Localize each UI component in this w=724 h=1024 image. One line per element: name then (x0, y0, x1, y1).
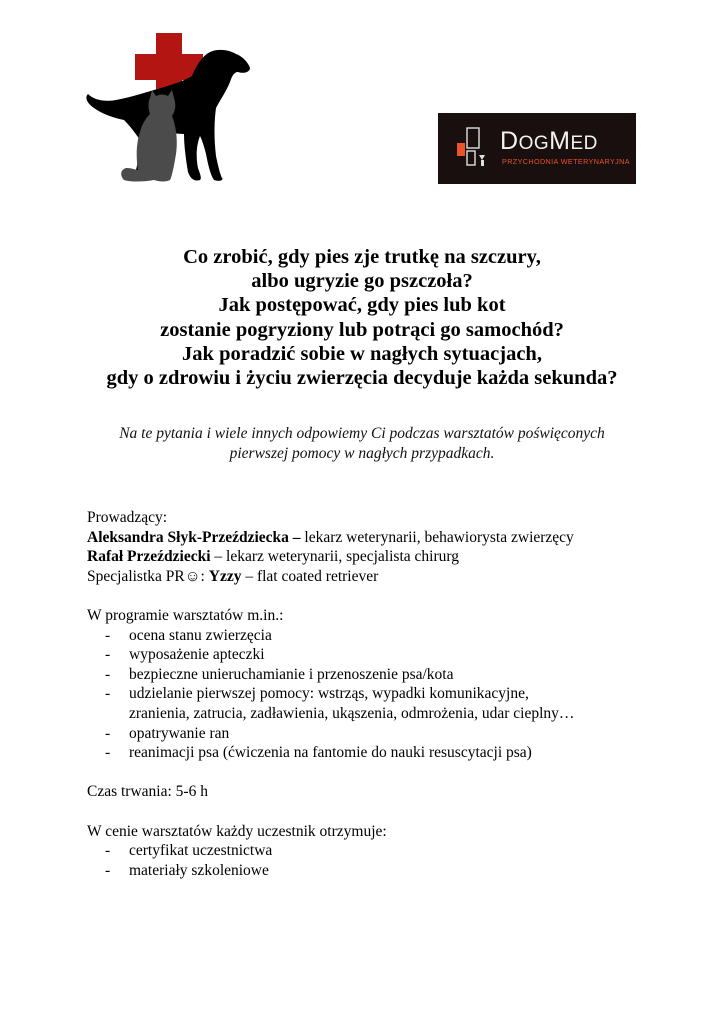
hero-illustration (84, 30, 254, 190)
price-item: - certyfikat uczestnictwa (105, 842, 273, 860)
program-item: - reanimacji psa (ćwiczenia na fantomie do nauki resuscytacji psa) (105, 744, 532, 762)
host-1-name: Aleksandra Słyk-Przeździecka – (87, 528, 301, 546)
headline-line: albo ugryzie go pszczoła? (251, 270, 473, 293)
host-2-name: Rafał Przeździecki (87, 548, 211, 566)
pr-specialist (87, 567, 687, 587)
headline-line: Jak postępować, gdy pies lub kot (218, 294, 506, 317)
headline-line: gdy o zdrowiu i życiu zwierzęcia decyduje każda sekunda? (106, 367, 618, 390)
logo-wordmark: DOGMED (500, 127, 598, 155)
pr-name: Yzzy (208, 567, 242, 585)
headline (40, 245, 684, 390)
host-2-desc: – lekarz weterynarii, specjalista chirurg (210, 548, 459, 566)
headline-line: zostanie pogryziony lub potrąci go samochód? (160, 318, 564, 341)
program-item: - udzielanie pierwszej pomocy: wstrząs, wypadki komunikacyjne, (105, 685, 529, 703)
pr-desc: – flat coated retriever (241, 567, 379, 585)
program-item: - ocena stanu zwierzęcia (105, 626, 272, 644)
workshop-details (87, 508, 687, 880)
price-item: - materiały szkoleniowe (105, 861, 269, 879)
logo-subtitle: PRZYCHODNIA WETERYNARYJNA (502, 157, 630, 166)
intro-line: Na te pytania i wiele innych odpowiemy Ci podczas warsztatów poświęconych (119, 425, 605, 442)
dogmed-logo (438, 113, 636, 184)
hosts-heading: Prowadzący: (87, 509, 168, 526)
program-item: - opatrywanie ran (105, 724, 230, 742)
pr-label: Specjalistka PR☺: (87, 567, 209, 585)
price-heading: W cenie warsztatów każdy uczestnik otrzymuje: (87, 822, 387, 840)
program-item-continuation: zranienia, zatrucia, zadławienia, ukąszenia, odmrożenia, udar cieplny… (129, 704, 575, 722)
intro-line: pierwszej pomocy w nagłych przypadkach. (229, 444, 495, 462)
program-item: - bezpieczne unieruchamianie i przenoszenie psa/kota (105, 665, 454, 683)
program-item: - wyposażenie apteczki (105, 646, 265, 664)
host-1-desc: lekarz weterynarii, behawiorysta zwierzęcy (300, 528, 574, 546)
headline-line: Jak poradzić sobie w nagłych sytuacjach, (182, 342, 542, 365)
duration: Czas trwania: 5-6 h (87, 783, 208, 801)
host-2 (87, 547, 687, 567)
program-heading: W programie warsztatów m.in.: (87, 606, 284, 624)
headline-line: Co zrobić, gdy pies zje trutkę na szczury, (183, 246, 541, 268)
logo-mark-icon (455, 125, 495, 175)
intro-paragraph (40, 424, 684, 463)
host-1 (87, 528, 687, 548)
